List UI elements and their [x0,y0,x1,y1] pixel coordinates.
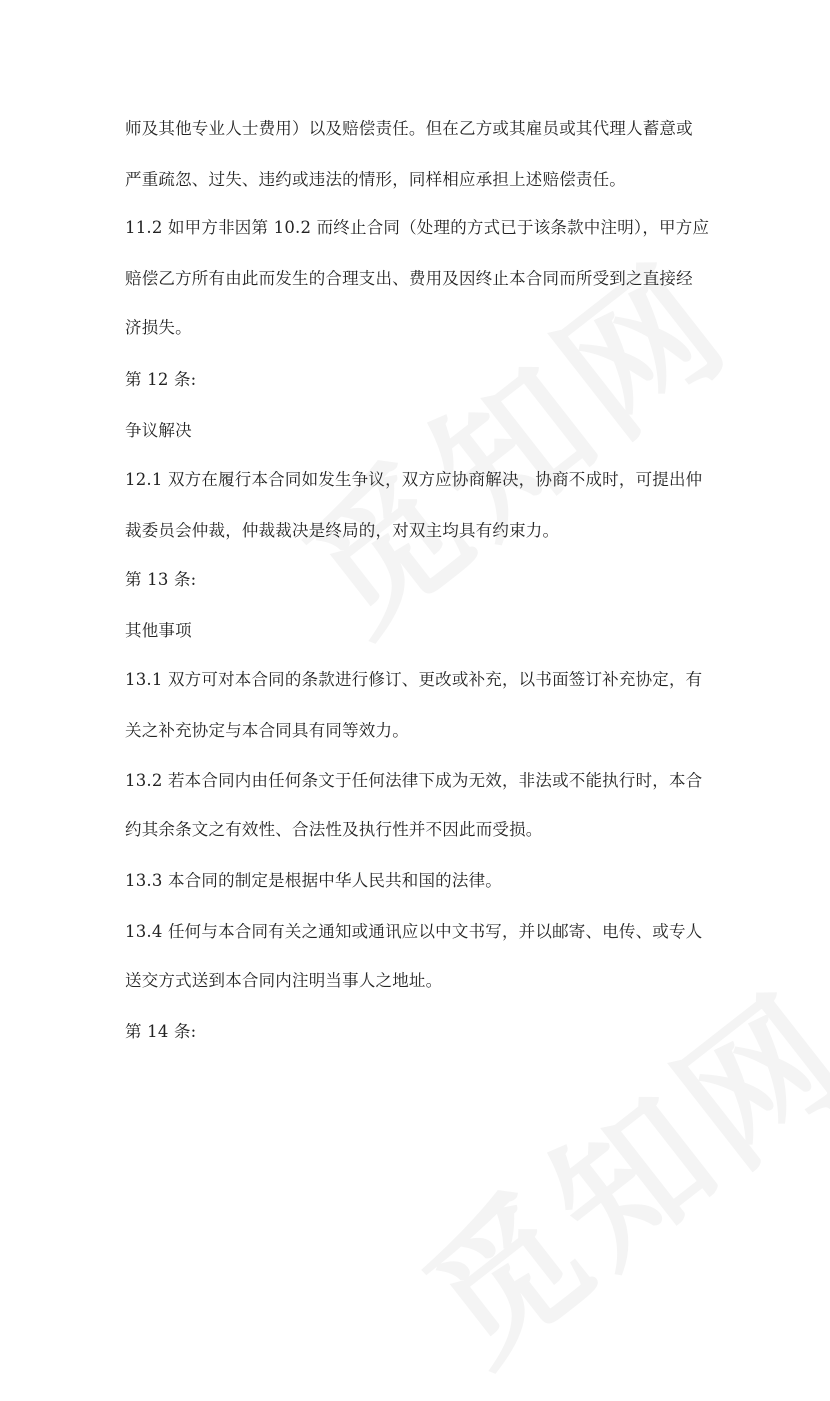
article-13-title: 其他事项 [125,621,192,640]
body-line: 送交方式送到本合同内注明当事人之地址。 [125,971,443,990]
article-13-heading: 第 13 条: [125,570,197,589]
body-line: 赔偿乙方所有由此而发生的合理支出、费用及因终止本合同而所受到之直接经 [125,269,693,288]
article-12-title: 争议解决 [125,421,192,440]
clause-13-4: 13.4 任何与本合同有关之通知或通讯应以中文书写，并以邮寄、电传、或专人 [125,922,703,941]
watermark [374,935,830,1401]
clause-13-3: 13.3 本合同的制定是根据中华人民共和国的法律。 [125,871,502,890]
clause-13-1: 13.1 双方可对本合同的条款进行修订、更改或补充，以书面签订补充协定，有 [125,670,703,689]
body-line: 关之补充协定与本合同具有同等效力。 [125,721,409,740]
body-line: 济损失。 [125,318,192,337]
clause-13-2: 13.2 若本合同内由任何条文于任何法律下成为无效，非法或不能执行时，本合 [125,771,703,790]
article-14-heading: 第 14 条: [125,1022,197,1041]
body-line: 严重疏忽、过失、违约或违法的情形，同样相应承担上述赔偿责任。 [125,170,626,189]
clause-11-2: 11.2 如甲方非因第 10.2 而终止合同（处理的方式已于该条款中注明），甲方应 [125,218,710,237]
body-line: 约其余条文之有效性、合法性及执行性并不因此而受损。 [125,820,543,839]
article-12-heading: 第 12 条: [125,370,197,389]
body-line: 师及其他专业人士费用）以及赔偿责任。但在乙方或其雇员或其代理人蓄意或 [125,119,693,138]
body-line: 裁委员会仲裁，仲裁裁决是终局的，对双主均具有约束力。 [125,521,560,540]
clause-12-1: 12.1 双方在履行本合同如发生争议，双方应协商解决，协商不成时，可提出仲 [125,470,703,489]
